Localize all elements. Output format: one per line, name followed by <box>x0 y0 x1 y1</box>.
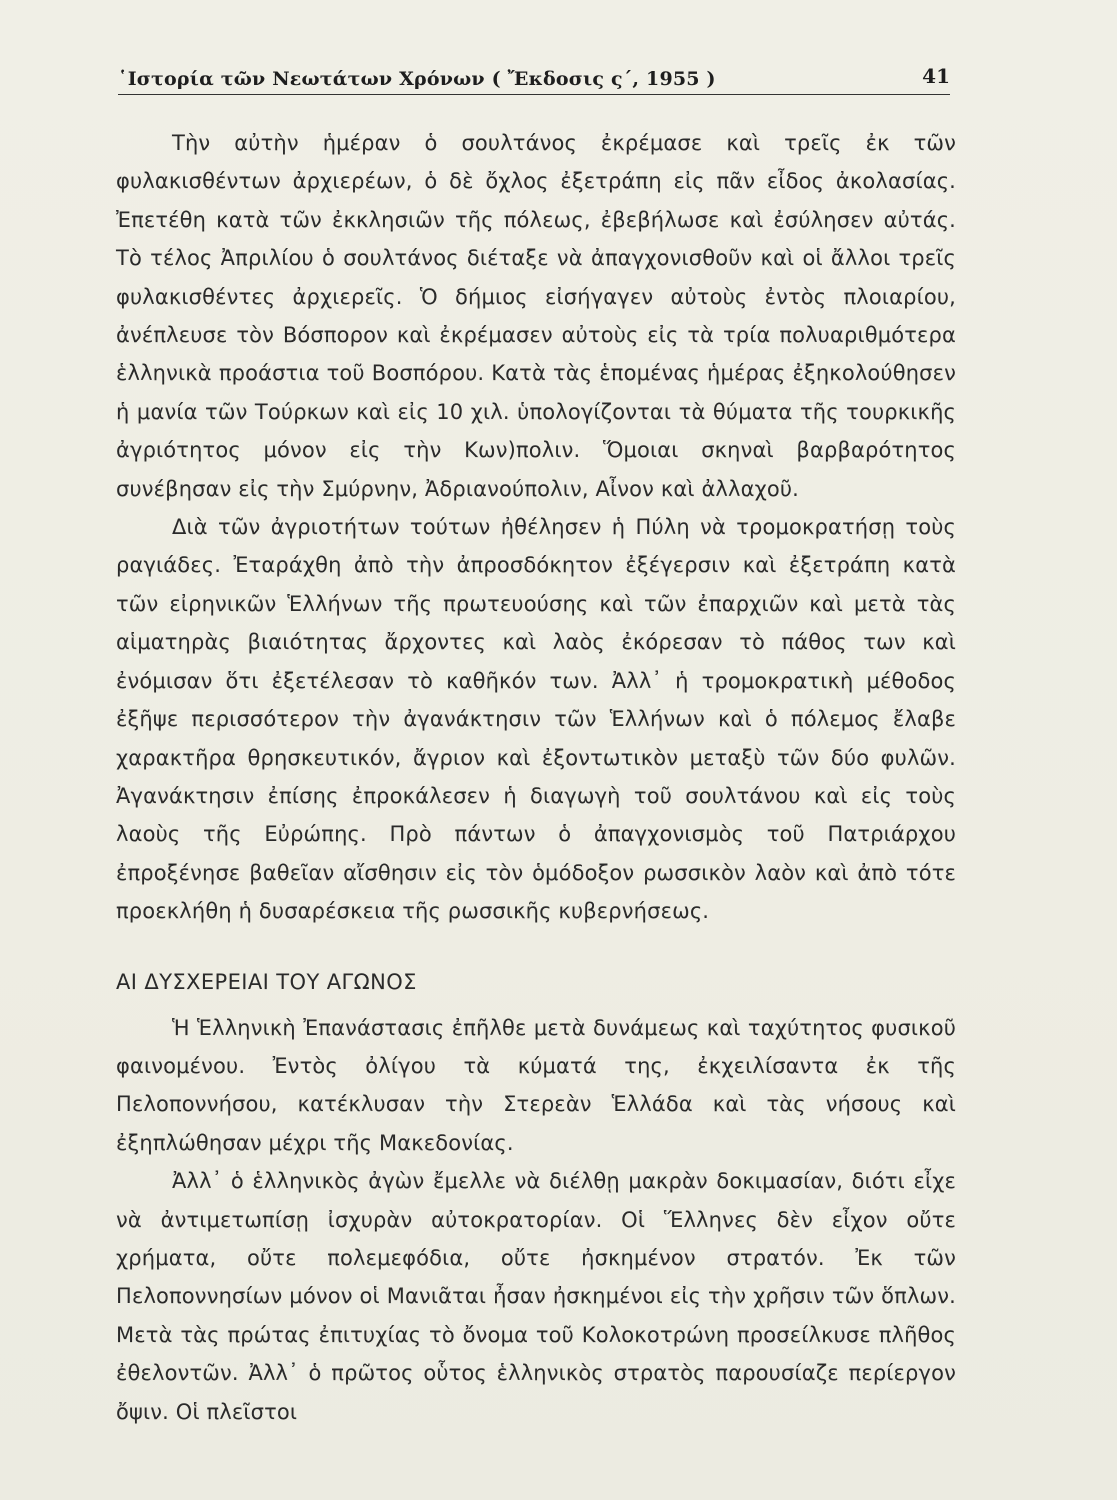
paragraph: Ἡ Ἑλληνικὴ Ἐπανάστασις ἐπῆλθε μετὰ δυνάμεως καὶ ταχύτητος φυσικοῦ φαινομένου. Ἐντὸς ὀλίγου τὰ κύματά της, ἐκχειλίσαντα ἐκ τῆς Πελοποννήσου, κατέκλυσαν τὴν Στερεὰν Ἑλλάδα καὶ τὰς νήσους καὶ ἐξηπλώθησαν μέχρι τῆς Μακεδονίας. <box>116 1015 956 1155</box>
paragraph: Διὰ τῶν ἀγριοτήτων τούτων ἠθέλησεν ἡ Πύλη νὰ τρομοκρατήσῃ τοὺς ραγιάδες. Ἐταράχθη ἀπὸ τὴν ἀπροσδόκητον ἐξέγερσιν καὶ ἐξετράπη κατὰ τῶν εἰρηνικῶν Ἑλλήνων τῆς πρωτευούσης καὶ τῶν ἐπαρχιῶν καὶ μετὰ τὰς αἱματηρὰς βιαιότητας ἄρχοντες καὶ λαὸς ἐκόρεσαν τὸ πάθος των καὶ ἐνόμισαν ὅτι ἐξετέλεσαν τὸ καθῆκόν των. Ἀλλ᾽ ἡ τρομοκρατικὴ μέθοδος ἐξῆψε περισσότερον τὴν ἀγανάκτησιν τῶν Ἑλλήνων καὶ ὁ πόλεμος ἔλαβε χαρακτῆρα θρησκευτικόν, ἄγριον καὶ ἐξοντωτικὸν μεταξὺ τῶν δύο φυλῶν. Ἀγανάκτησιν ἐπίσης ἐπροκάλεσεν ἡ διαγωγὴ τοῦ σουλτάνου καὶ εἰς τοὺς λαοὺς τῆς Εὐρώπης. Πρὸ πάντων ὁ ἀπαγχονισμὸς τοῦ Πατριάρχου ἐπροξένησε βαθεῖαν αἴσθησιν εἰς τὸν ὁμόδοξον ρωσσικὸν λαὸν καὶ ἀπὸ τότε προεκλήθη ἡ δυσαρέσκεια τῆς ρωσσικῆς κυβερνήσεως. <box>116 515 956 924</box>
running-title: ῾Ιστορία τῶν Νεωτάτων Χρόνων ( Ἔκδοσις ς΄, 1955 ) <box>118 68 716 90</box>
paragraph: Ἀλλ᾽ ὁ ἑλληνικὸς ἀγὼν ἔμελλε νὰ διέλθῃ μακρὰν δοκιμασίαν, διότι εἶχε νὰ ἀντιμετωπίσῃ ἰσχυρὰν αὐτοκρατορίαν. Οἱ Ἕλληνες δὲν εἶχον οὔτε χρήματα, οὔτε πολεμεφόδια, οὔτε ἠσκημένον στρατόν. Ἐκ τῶν Πελοποννησίων μόνον οἱ Μανιᾶται ἦσαν ἠσκημένοι εἰς τὴν χρῆσιν τῶν ὅπλων. Μετὰ τὰς πρώτας ἐπιτυχίας τὸ ὄνομα τοῦ Κολοκοτρώνη προσείλκυσε πλῆθος ἐθελοντῶν. Ἀλλ᾽ ὁ πρῶτος οὗτος ἑλληνικὸς στρατὸς παρουσίαζε περίεργον ὄψιν. Οἱ πλεῖστοι <box>116 1169 956 1424</box>
body-text <box>116 124 956 1431</box>
page-number: 41 <box>922 64 950 88</box>
section-heading: ΑΙ ΔΥΣΧΕΡΕΙΑΙ ΤΟΥ ΑΓΩΝΟΣ <box>116 969 417 994</box>
header-rule <box>118 94 950 95</box>
running-header <box>118 64 950 98</box>
paragraph: Τὴν αὐτὴν ἡμέραν ὁ σουλτάνος ἐκρέμασε καὶ τρεῖς ἐκ τῶν φυλακισθέντων ἀρχιερέων, ὁ δὲ ὄχλος ἐξετράπη εἰς πᾶν εἶδος ἀκολασίας. Ἐπετέθη κατὰ τῶν ἐκκλησιῶν τῆς πόλεως, ἐβεβήλωσε καὶ ἐσύλησεν αὐτάς. Τὸ τέλος Ἀπριλίου ὁ σουλτάνος διέταξε νὰ ἀπαγχονισθοῦν καὶ οἱ ἄλλοι τρεῖς φυλακισθέντες ἀρχιερεῖς. Ὁ δήμιος εἰσήγαγεν αὐτοὺς ἐντὸς πλοιαρίου, ἀνέπλευσε τὸν Βόσπορον καὶ ἐκρέμασεν αὐτοὺς εἰς τὰ τρία πολυαριθμότερα ἑλληνικὰ προάστια τοῦ Βοσπόρου. Κατὰ τὰς ἑπομένας ἡμέρας ἐξηκολούθησεν ἡ μανία τῶν Τούρκων καὶ εἰς 10 χιλ. ὑπολογίζονται τὰ θύματα τῆς τουρκικῆς ἀγριότητος μόνον εἰς τὴν Κων)πολιν. Ὅμοιαι σκηναὶ βαρβαρότητος συνέβησαν εἰς τὴν Σμύρνην, Ἀδριανούπολιν, Αἶνον καὶ ἀλλαχοῦ. <box>116 131 956 501</box>
